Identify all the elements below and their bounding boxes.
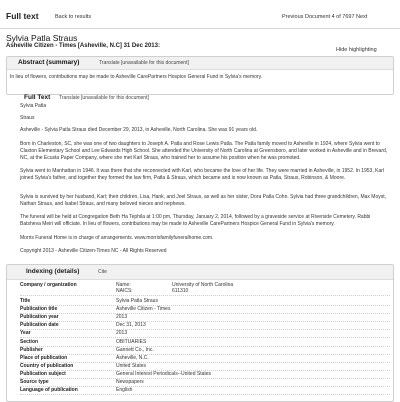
index-value: Sylvia Patla Straus bbox=[116, 298, 158, 304]
index-value: English bbox=[116, 387, 133, 394]
index-value: Newspapers bbox=[116, 379, 144, 385]
index-value: Dec 31, 2013 bbox=[116, 322, 146, 329]
index-value: 2013 bbox=[116, 330, 128, 337]
index-label: Publication subject bbox=[20, 370, 66, 377]
company-name-value: University of North Carolina bbox=[172, 282, 234, 288]
index-row bbox=[20, 386, 390, 395]
company-naics-value: 611310 bbox=[172, 288, 189, 294]
index-label: Country of publication bbox=[20, 362, 74, 369]
fulltext-paragraph: Sylvia is survived by her husband, Karl; their children, Lisa, Hank, and Joel Straus, as well as her sister, Dora Patla Cohn. Sylvia had three grandchildren, Max Moyst, Nathan Straus, and Isabel Straus, and many beloved nieces and nephews. bbox=[20, 194, 387, 207]
company-name-label: Name: bbox=[116, 282, 131, 288]
index-label: Source type bbox=[20, 379, 49, 385]
next-link[interactable]: Next bbox=[356, 14, 368, 20]
fulltext-paragraph: Straus bbox=[20, 115, 35, 121]
index-label: Publication year bbox=[20, 314, 59, 321]
index-label: Year bbox=[20, 330, 31, 337]
index-value: Asheville Citizen - Times bbox=[116, 306, 171, 313]
company-naics-label: NAICS: bbox=[116, 288, 133, 294]
index-value: OBITUARIES bbox=[116, 338, 147, 345]
copyright-text: Copyright 2013 - Asheville Citizen-Times NC - All Rights Reserved bbox=[20, 248, 167, 254]
index-value: 2013 bbox=[116, 314, 128, 321]
index-label: Language of publication bbox=[20, 387, 78, 394]
fulltext-paragraph: The funeral will be held at Congregation Beth Ha Tephila at 1:00 pm, Thursday, January 2, 2014, followed by a graveside service at Riverside Cemetery. Rabbi Batsheva Meiri will officiate. In lieu of flowers, contributions may be made to Asheville CarePartners Hospice General Fund in Sylvia's memory. bbox=[20, 214, 371, 227]
indexing-heading: Indexing (details) bbox=[26, 268, 80, 275]
index-label: Publisher bbox=[20, 346, 43, 353]
index-value: Asheville, N.C. bbox=[116, 354, 149, 361]
document-position: Document 4 of 7697 bbox=[305, 14, 355, 20]
index-value: United States bbox=[116, 362, 147, 369]
document-title: Sylvia Patla Straus bbox=[6, 33, 78, 43]
index-value: Gannett Co., Inc. bbox=[116, 346, 154, 353]
index-row-company bbox=[20, 281, 390, 296]
index-label: Title bbox=[20, 298, 31, 304]
fulltext-paragraph: Sylvia Patla bbox=[20, 103, 47, 109]
fulltext-heading: Full Text bbox=[24, 94, 51, 101]
index-label: Place of publication bbox=[20, 354, 68, 361]
index-label: Publication title bbox=[20, 306, 58, 313]
abstract-text: In lieu of flowers, contributions may be made to Asheville CarePartners Hospice General Fund in Sylvia's memory. bbox=[10, 74, 263, 80]
fulltext-paragraph: Born in Charleston, SC, she was one of two daughters to Joseph A. Patla and Rose Lewis Patla. The Patla family moved to Asheville in 1924, where Sylvia went to Claxton Elementary School and Lee Edwards High School. She attended the University of North Carolina at Greensboro, and later worked in Asheville and in Brevard, NC, at the Ecusta Paper Company, where she met Karl Straus, who trained her to assume his position when he was promoted. bbox=[20, 141, 388, 161]
cite-link[interactable]: Cite bbox=[98, 269, 107, 275]
back-to-results-link[interactable]: Back to results bbox=[55, 14, 92, 20]
index-label: Publication date bbox=[20, 322, 59, 329]
index-label: Section bbox=[20, 338, 39, 345]
page-title: Full text bbox=[6, 11, 39, 21]
hide-highlighting-link[interactable]: Hide highlighting bbox=[336, 47, 377, 53]
previous-link[interactable]: Previous bbox=[282, 14, 304, 20]
document-source: Asheville Citizen - Times [Asheville, N.C] 31 Dec 2013: bbox=[6, 43, 160, 49]
index-value: General Interest Periodicals--United States bbox=[116, 370, 212, 377]
index-label: Company / organization bbox=[20, 282, 77, 288]
fulltext-translate-link[interactable]: Translate [unavailable for this document] bbox=[59, 95, 149, 101]
fulltext-paragraph: Morris Funeral Home is in charge of arrangements. www.morrisfamilyfuneralhome.com. bbox=[20, 235, 214, 241]
fulltext-paragraph: Asheville - Sylvia Patla Straus died December 29, 2013, in Asheville, North Carolina. She was 91 years old. bbox=[20, 127, 258, 133]
abstract-heading: Abstract (summary) bbox=[18, 59, 80, 66]
abstract-translate-link[interactable]: Translate [unavailable for this document] bbox=[99, 60, 189, 66]
fulltext-paragraph: Sylvia went to Manhattan in 1946. It was there that she reconnected with Karl, who became the love of her life. They were married in Asheville, in 1952. In 1953, Karl joined Sylvia's father, and together they formed the law firm, Patla & Straus, which became and is now known as Patla, Straus, Robinson, & Moore. bbox=[20, 168, 384, 181]
